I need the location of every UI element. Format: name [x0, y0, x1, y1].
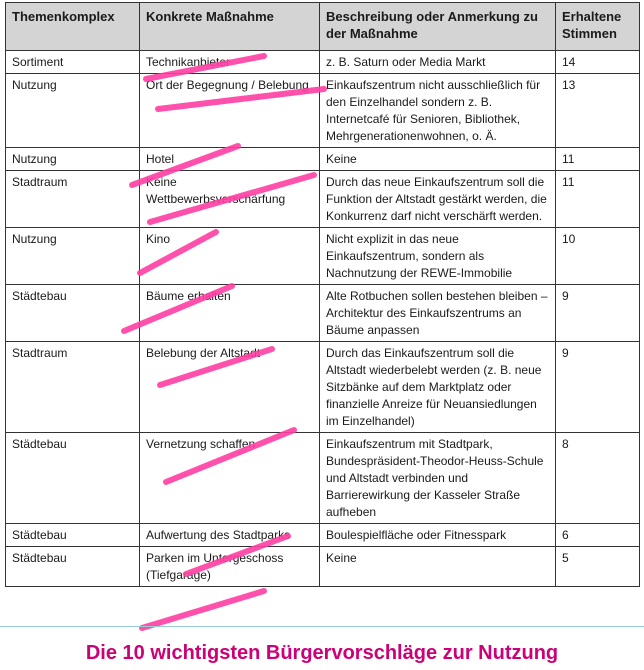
cell-theme: Stadtraum	[6, 342, 140, 433]
cell-votes: 14	[556, 51, 640, 74]
highlight-stroke	[142, 591, 264, 628]
cell-measure: Kino	[140, 228, 320, 285]
table-row	[6, 171, 640, 228]
cell-description: Durch das neue Einkaufszentrum soll die Funktion der Altstadt gestärkt werden, die Konkurrenz darf nicht verschärft werden.	[320, 171, 556, 228]
table-row	[6, 228, 640, 285]
cell-measure: Vernetzung schaffen	[140, 433, 320, 524]
cell-theme: Nutzung	[6, 74, 140, 148]
cell-measure: Parken im Untergeschoss (Tiefgarage)	[140, 547, 320, 587]
cell-description: Keine	[320, 547, 556, 587]
cell-votes: 9	[556, 285, 640, 342]
cell-theme: Sortiment	[6, 51, 140, 74]
table-row	[6, 148, 640, 171]
header-description: Beschreibung oder Anmerkung zu der Maßnahme	[320, 3, 556, 51]
cell-measure: Technikanbieter	[140, 51, 320, 74]
cell-theme: Nutzung	[6, 228, 140, 285]
cell-description: Boulespielfläche oder Fitnesspark	[320, 524, 556, 547]
cell-description: Durch das Einkaufszentrum soll die Altstadt wiederbelebt werden (z. B. neue Sitzbänke auf dem Marktplatz oder finanzielle Anreize für Neuansiedlungen im Einzelhandel)	[320, 342, 556, 433]
cell-votes: 6	[556, 524, 640, 547]
table-row	[6, 74, 640, 148]
table-row	[6, 342, 640, 433]
header-measure: Konkrete Maßnahme	[140, 3, 320, 51]
cell-measure: Hotel	[140, 148, 320, 171]
cell-description: z. B. Saturn oder Media Markt	[320, 51, 556, 74]
header-votes: Erhaltene Stimmen	[556, 3, 640, 51]
caption: Die 10 wichtigsten Bürgervorschläge zur Nutzung	[85, 642, 559, 664]
cell-theme: Nutzung	[6, 148, 140, 171]
cell-description: Einkaufszentrum nicht ausschließlich für den Einzelhandel sondern z. B. Internetcafé für Senioren, Bibliothek, Mehrgenerationenwohnen, o. Ä.	[320, 74, 556, 148]
cell-theme: Städtebau	[6, 285, 140, 342]
cell-description: Nicht explizit in das neue Einkaufszentrum, sondern als Nachnutzung der REWE-Immobilie	[320, 228, 556, 285]
cell-votes: 5	[556, 547, 640, 587]
cell-theme: Stadtraum	[6, 171, 140, 228]
cell-theme: Städtebau	[6, 433, 140, 524]
cell-description: Keine	[320, 148, 556, 171]
cell-measure: Ort der Begegnung / Belebung	[140, 74, 320, 148]
cell-votes: 9	[556, 342, 640, 433]
header-theme: Themenkomplex	[6, 3, 140, 51]
cell-votes: 10	[556, 228, 640, 285]
cell-measure: Keine Wettbewerbsverschärfung	[140, 171, 320, 228]
cell-votes: 13	[556, 74, 640, 148]
cell-theme: Städtebau	[6, 547, 140, 587]
divider	[0, 626, 644, 627]
proposals-table	[5, 2, 640, 587]
table-row	[6, 547, 640, 587]
table-row	[6, 285, 640, 342]
proposals-table-container	[5, 2, 639, 587]
cell-measure: Aufwertung des Stadtparks	[140, 524, 320, 547]
cell-votes: 11	[556, 171, 640, 228]
cell-votes: 11	[556, 148, 640, 171]
cell-description: Einkaufszentrum mit Stadtpark, Bundespräsident-Theodor-Heuss-Schule und Altstadt verbinden und Barrierewirkung der Kasseler Straße aufheben	[320, 433, 556, 524]
table-row	[6, 433, 640, 524]
table-row	[6, 51, 640, 74]
cell-measure: Belebung der Altstadt	[140, 342, 320, 433]
cell-theme: Städtebau	[6, 524, 140, 547]
cell-measure: Bäume erhalten	[140, 285, 320, 342]
cell-votes: 8	[556, 433, 640, 524]
cell-description: Alte Rotbuchen sollen bestehen bleiben – Architektur des Einkaufszentrums an Bäume anpassen	[320, 285, 556, 342]
header-row	[6, 3, 640, 51]
table-row	[6, 524, 640, 547]
